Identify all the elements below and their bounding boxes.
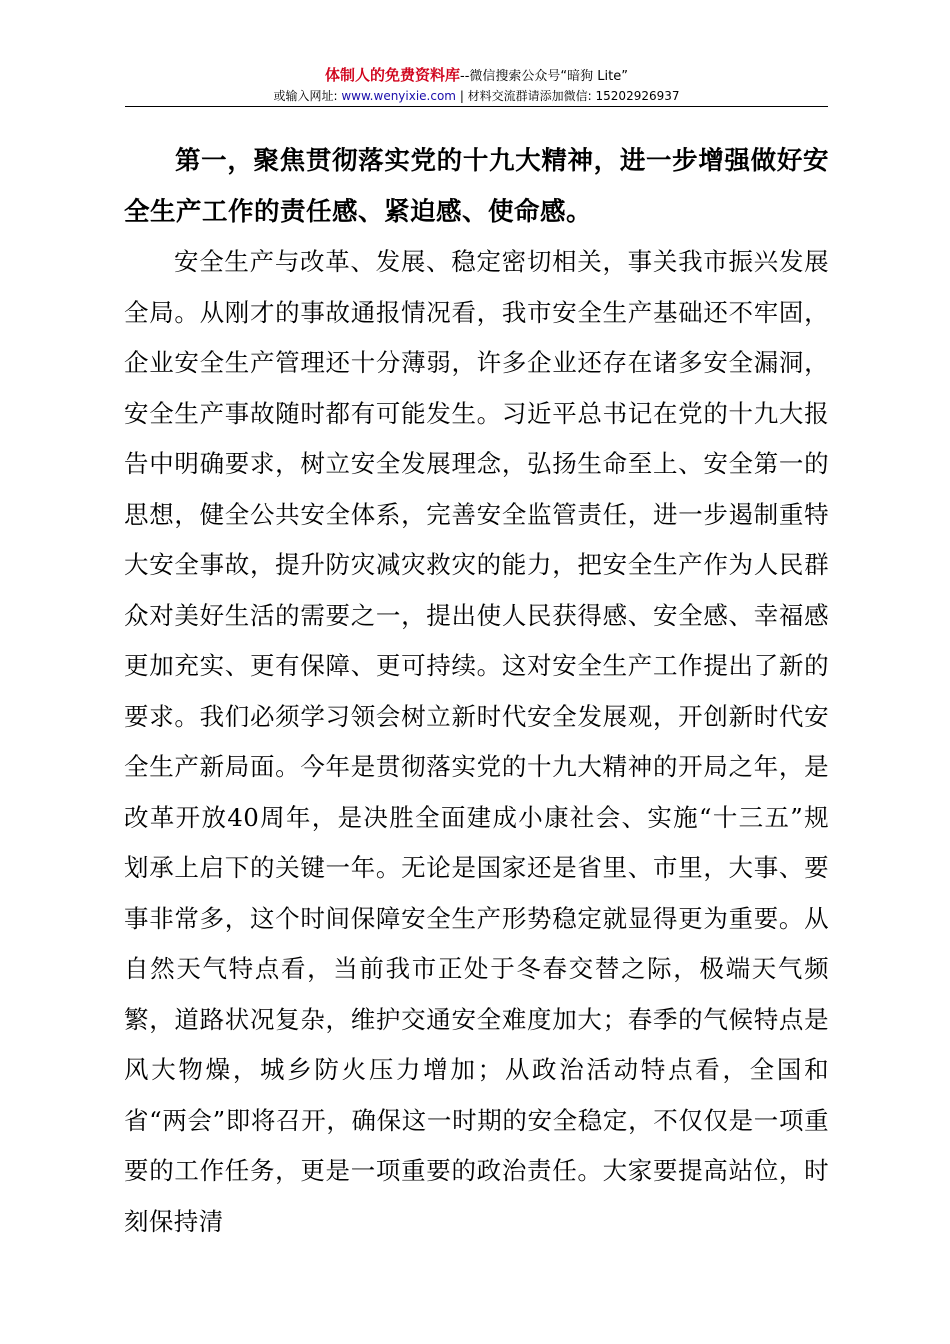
document-body — [124, 136, 829, 1247]
page-header — [125, 66, 828, 105]
contact-info: | 材料交流群请添加微信: 15202926937 — [456, 89, 680, 103]
header-tagline: --微信搜索公众号“暗狗 Lite” — [460, 69, 628, 84]
header-banner — [125, 66, 828, 86]
header-contact-line — [125, 88, 828, 105]
section-heading: 第一，聚焦贯彻落实党的十九大精神，进一步增强做好安全生产工作的责任感、紧迫感、使命感。 — [124, 146, 829, 227]
body-paragraph: 安全生产与改革、发展、稳定密切相关，事关我市振兴发展全局。从刚才的事故通报情况看，我市安全生产基础还不牢固，企业安全生产管理还十分薄弱，许多企业还存在诸多安全漏洞，安全生产事故随时都有可能发生。习近平总书记在党的十九大报告中明确要求，树立安全发展理念，弘扬生命至上、安全第一的思想，健全公共安全体系，完善安全监管责任，进一步遏制重特大安全事故，提升防灾减灾救灾的能力，把安全生产作为人民群众对美好生活的需要之一，提出使人民获得感、安全感、幸福感更加充实、更有保障、更可持续。这对安全生产工作提出了新的要求。我们必须学习领会树立新时代安全发展观，开创新时代安全生产新局面。今年是贯彻落实党的十九大精神的开局之年，是改革开放40周年，是决胜全面建成小康社会、实施“十三五”规划承上启下的关键一年。无论是国家还是省里、市里，大事、要事非常多，这个时间保障安全生产形势稳定就显得更为重要。从自然天气特点看，当前我市正处于冬春交替之际，极端天气频繁，道路状况复杂，维护交通安全难度加大；春季的气候特点是风大物燥，城乡防火压力增加；从政治活动特点看，全国和省“两会”即将召开，确保这一时期的安全稳定，不仅仅是一项重要的工作任务，更是一项重要的政治责任。大家要提高站位，时刻保持清 — [124, 247, 829, 1236]
brand-title: 体制人的免费资料库 — [325, 66, 461, 84]
website-link[interactable]: www.wenyixie.com — [341, 89, 456, 103]
header-divider — [125, 106, 828, 107]
url-label: 或输入网址: — [273, 89, 342, 103]
